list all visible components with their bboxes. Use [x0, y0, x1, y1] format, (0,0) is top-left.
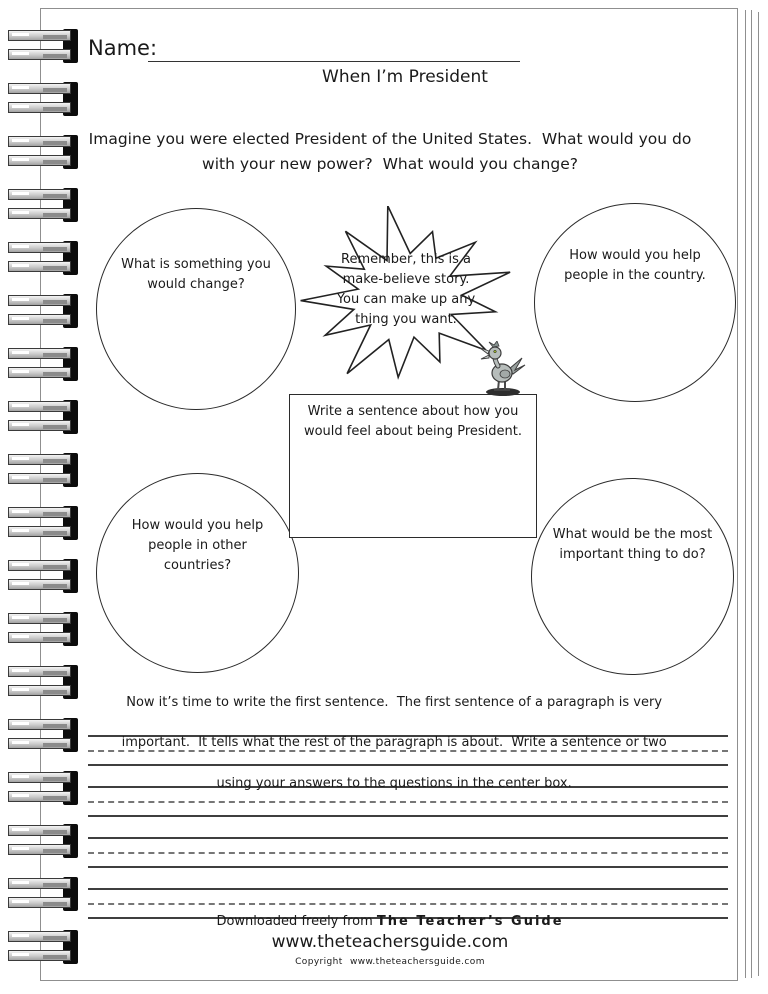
spiral-ring-icon [8, 507, 78, 539]
spiral-ring-icon [8, 825, 78, 857]
writing-line-dashed [88, 852, 728, 854]
page-stack-line [751, 10, 752, 978]
bubble-bottom-right-text: What would be the most important thing to do? [552, 527, 717, 563]
name-label: Name: [88, 36, 158, 60]
spiral-ring-icon [8, 878, 78, 910]
footer-site-name: The Teacher’s Guide [376, 914, 564, 929]
starburst-line-4: thing you want. [355, 312, 457, 328]
spiral-ring-icon [8, 295, 78, 327]
writing-line-solid [88, 815, 728, 817]
writing-line-dashed [88, 801, 728, 803]
sentence-box [289, 394, 537, 538]
spiral-binding [0, 0, 84, 994]
footer-credit-prefix: Downloaded freely from [216, 914, 377, 929]
spiral-ring-icon [8, 136, 78, 168]
writing-line-solid [88, 837, 728, 839]
writing-prompt [75, 673, 705, 794]
spiral-ring-icon [8, 772, 78, 804]
starburst-line-1: Remember, this is a [341, 252, 471, 267]
sentence-box-text: Write a sentence about how you would feel about being President. [303, 404, 523, 440]
bubble-top-left [96, 208, 296, 410]
spiral-ring-icon [8, 242, 78, 274]
intro-text [70, 127, 710, 177]
writing-prompt-line-3: using your answers to the questions in the center box. [216, 775, 572, 791]
page-stack-line [758, 12, 759, 976]
intro-line-2: with your new power? What would you change? [202, 154, 578, 173]
starburst-line-3: You can make up any [336, 292, 476, 308]
spiral-ring-icon [8, 30, 78, 62]
page-title: When I’m President [322, 67, 488, 87]
page-stack-line [745, 10, 746, 978]
spiral-ring-icon [8, 613, 78, 645]
writing-line-dashed [88, 903, 728, 905]
spiral-ring-icon [8, 83, 78, 115]
name-blank-line [148, 61, 520, 62]
spiral-ring-icon [8, 666, 78, 698]
starburst-line-2: make-believe story. [342, 272, 470, 288]
bubble-top-right [534, 203, 736, 402]
starburst-text [316, 250, 496, 331]
spiral-ring-icon [8, 189, 78, 221]
bubble-bottom-right [531, 478, 734, 675]
spiral-ring-icon [8, 401, 78, 433]
cartoon-bird-icon [476, 341, 534, 397]
intro-line-1: Imagine you were elected President of the United States. What would you do [88, 130, 692, 148]
writing-prompt-line-2: important. It tells what the rest of the paragraph is about. Write a sentence or two [121, 735, 667, 751]
footer-url: www.theteachersguide.com [271, 932, 509, 952]
spiral-ring-icon [8, 931, 78, 963]
bubble-bottom-left [96, 473, 299, 673]
bubble-top-right-text: How would you help people in the country. [564, 248, 706, 284]
spiral-ring-icon [8, 560, 78, 592]
writing-line-solid [88, 866, 728, 868]
bubble-top-left-text: What is something you would change? [121, 257, 275, 293]
spiral-ring-icon [8, 348, 78, 380]
spiral-ring-icon [8, 454, 78, 486]
bubble-bottom-left-text: How would you help people in other countries? [131, 518, 268, 574]
footer-copyright: Copyright www.theteachersguide.com [295, 957, 485, 967]
writing-line-solid [88, 888, 728, 890]
footer-credit [40, 914, 740, 929]
spiral-ring-icon [8, 719, 78, 751]
writing-prompt-line-1: Now it’s time to write the first sentence. The first sentence of a paragraph is very [126, 695, 663, 711]
